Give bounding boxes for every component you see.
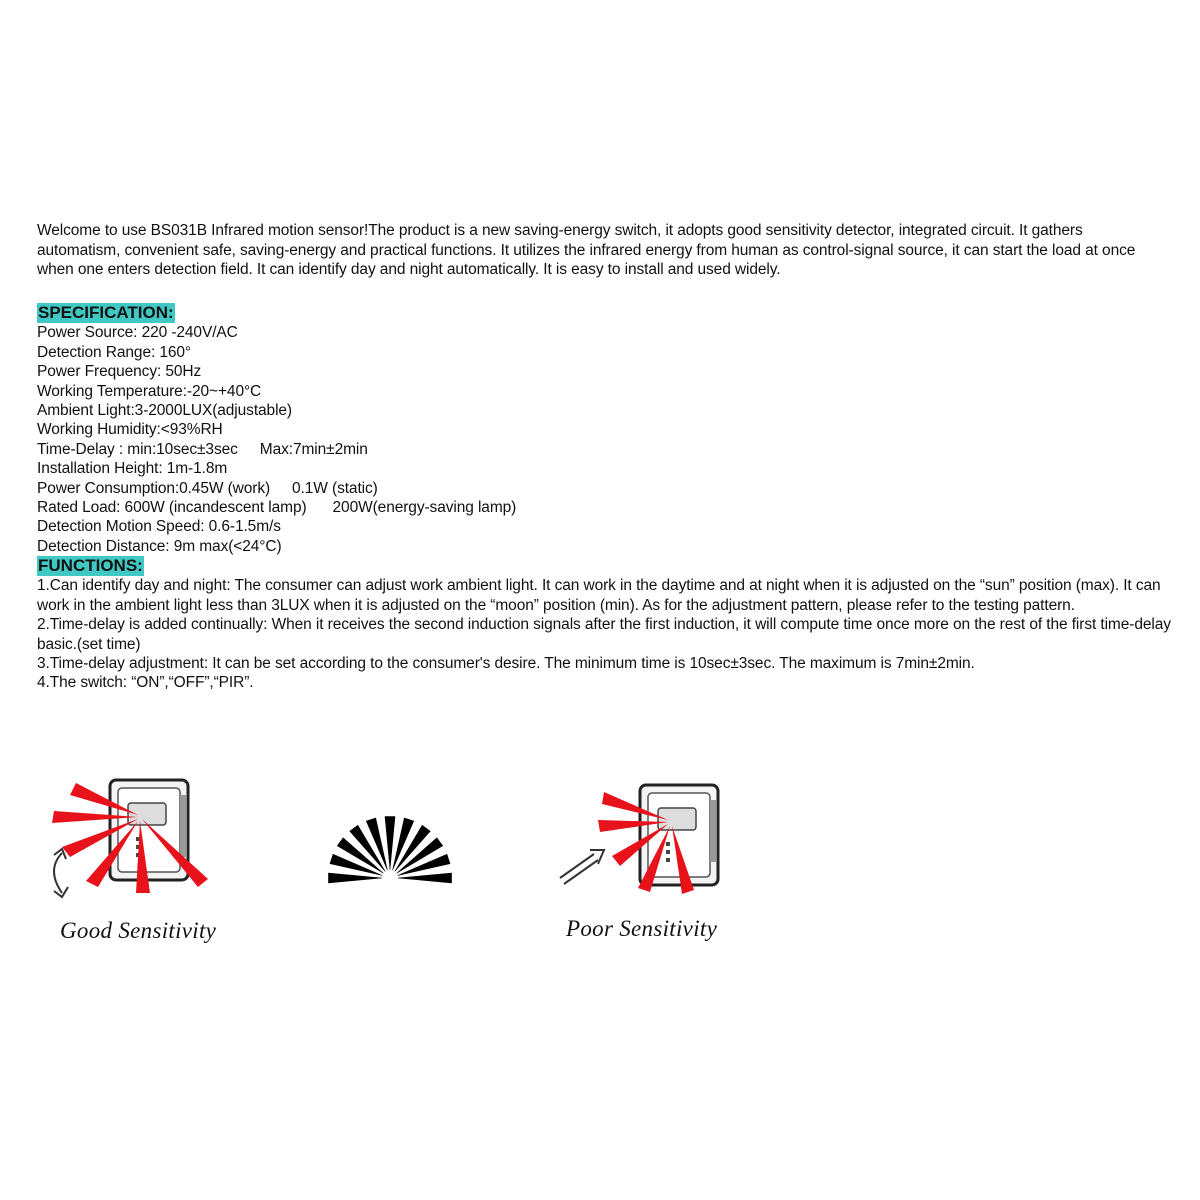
motion-arrow-icon — [560, 850, 604, 884]
spec-item — [37, 479, 1177, 498]
spec-item-text: Power Frequency: 50Hz — [37, 363, 202, 381]
spec-item — [37, 343, 1177, 362]
spec-item — [37, 498, 1177, 517]
spec-item-text: Power Source: 220 -240V/AC — [37, 324, 238, 342]
spec-item — [37, 459, 1177, 478]
spec-item-text: Detection Motion Speed: 0.6-1.5m/s — [37, 518, 281, 536]
spec-item-extra: Max:7min±2min — [259, 440, 368, 458]
spec-item — [37, 382, 1177, 401]
spec-item-text: Time-Delay : min:10sec±3sec — [37, 440, 238, 458]
function-item: 1.Can identify day and night: The consumer can adjust work ambient light. It can work in the daytime and at night when it is adjusted on the “sun” position (max). It can work in the ambient light less than 3LUX when it is adjusted on the “moon” position (min). As for the adjustment pattern, please refer to the testing pattern. — [37, 577, 1161, 614]
functions-section — [37, 556, 1177, 693]
spec-item-extra: 0.1W (static) — [292, 479, 378, 497]
specification-list — [37, 323, 1177, 556]
functions-heading: FUNCTIONS: — [38, 556, 143, 575]
fan-ray — [328, 873, 382, 884]
spec-item — [37, 401, 1177, 420]
function-item: 3.Time-delay adjustment: It can be set according to the consumer's desire. The minimum time is 10sec±3sec. The maximum is 7min±2min. — [37, 655, 975, 673]
spec-item — [37, 517, 1177, 536]
fan-ray — [398, 873, 452, 884]
sensor-switch-icon — [110, 780, 188, 880]
spec-item — [37, 362, 1177, 381]
spec-item-text: Installation Height: 1m-1.8m — [37, 460, 228, 478]
spec-item-text: Ambient Light:3-2000LUX(adjustable) — [37, 402, 292, 420]
specification-section — [37, 303, 1177, 556]
spec-item — [37, 420, 1177, 439]
spec-item-text: Working Humidity:<93%RH — [37, 421, 223, 439]
spec-item-extra: 200W(energy-saving lamp) — [332, 499, 517, 517]
poor-sensitivity-caption: Poor Sensitivity — [566, 916, 718, 941]
function-item: 4.The switch: “ON”,“OFF”,“PIR”. — [37, 674, 254, 692]
intro-paragraph: Welcome to use BS031B Infrared motion sensor!The product is a new saving-energy switch, it adopts good sensitivity detector, integrated circuit. It gathers automatism, convenient safe, saving-energy and practical functions. It utilizes the infrared energy from human as control-signal source, it can start the load at once when one enters detection field. It can identify day and night automatically. It is easy to install and used widely. — [37, 222, 1136, 278]
detection-fan-pattern — [325, 790, 455, 885]
motion-arrow-icon — [54, 849, 68, 897]
spec-item-text: Rated Load: 600W (incandescent lamp) — [37, 499, 307, 517]
good-sensitivity-illustration — [40, 775, 230, 905]
spec-item-text: Detection Distance: 9m max(<24°C) — [37, 537, 282, 555]
specification-heading: SPECIFICATION: — [38, 303, 174, 322]
good-sensitivity-caption: Good Sensitivity — [60, 918, 217, 943]
function-item: 2.Time-delay is added continually: When it receives the second induction signals after the first induction, it will compute time once more on the rest of the first time-delay basic.(set time) — [37, 616, 1171, 653]
functions-list — [37, 576, 1177, 692]
spec-item-text: Detection Range: 160° — [37, 343, 192, 361]
spec-item-text: Working Temperature:-20~+40°C — [37, 382, 262, 400]
spec-item — [37, 440, 1177, 459]
spec-item — [37, 537, 1177, 556]
poor-sensitivity-illustration — [550, 780, 740, 910]
spec-item-text: Power Consumption:0.45W (work) — [37, 479, 271, 497]
fan-ray — [385, 816, 396, 870]
spec-item — [37, 323, 1177, 342]
